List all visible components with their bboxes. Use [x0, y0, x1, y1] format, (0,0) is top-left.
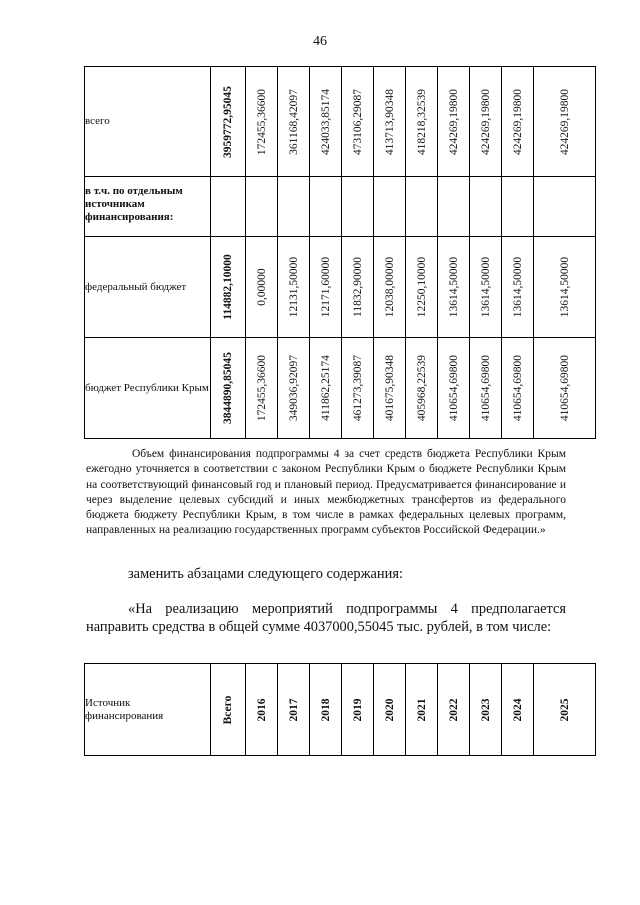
header-total: Всего — [222, 695, 234, 724]
financing-table-header — [84, 663, 596, 756]
table-cell — [502, 177, 534, 237]
table-cell: 12038,00000 — [383, 256, 396, 318]
table-cell: 424033,85174 — [319, 88, 332, 155]
total-value: 3959772,95045 — [222, 85, 234, 158]
table-cell: 411862,25174 — [319, 355, 332, 421]
table-cell: 13614,50000 — [479, 256, 492, 318]
header-year: 2018 — [319, 698, 332, 721]
financing-table-top — [84, 66, 596, 439]
new-funding-paragraph: «На реализацию мероприятий подпрограммы 4 предполагается направить средства в общей сумме 4037000,55045 тыс. рублей, в том числе: — [86, 601, 566, 635]
table-cell — [534, 177, 596, 237]
table-cell: 361168,42097 — [287, 88, 300, 155]
row-label-sources: в т.ч. по отдельным источникам финансирования: — [85, 177, 211, 237]
table-cell: 410654,69800 — [558, 354, 571, 422]
total-value: 3844890,85045 — [222, 352, 234, 424]
table-cell: 11832,90000 — [351, 257, 364, 317]
header-year: 2025 — [558, 698, 571, 721]
table-cell: 13614,50000 — [511, 256, 524, 318]
funding-note-paragraph: Объем финансирования подпрограммы 4 за счет средств бюджета Республики Крым ежегодно уточняется в соответствии с законом Республики Крым о бюджете Республики Крым на соответствующий финансовый год и плановый период. Предусматривается финансирование и через выделение целевых субсидий и иных межбюджетных трансфертов из федерального бюджета бюджету Республики Крым, в том числе в рамках федеральных целевых программ, направленных на реализацию государственных программ субъектов Российской Федерации.» — [86, 448, 566, 537]
total-value: 114882,10000 — [222, 254, 234, 320]
header-year: 2022 — [447, 698, 460, 721]
table-cell — [310, 177, 342, 237]
table-row — [85, 237, 596, 338]
header-year: 2024 — [511, 698, 524, 721]
table-cell — [278, 177, 310, 237]
table-cell: 13614,50000 — [558, 256, 571, 318]
row-label-total: всего — [85, 67, 211, 177]
header-year: 2017 — [287, 698, 300, 721]
header-year: 2019 — [351, 698, 364, 721]
table-cell: 349036,92097 — [287, 354, 300, 422]
table-cell: 424269,19800 — [511, 88, 524, 155]
table-cell: 410654,69800 — [447, 354, 460, 422]
table-cell: 401675,90348 — [383, 354, 396, 422]
table-cell: 424269,19800 — [479, 88, 492, 155]
table-cell: 13614,50000 — [447, 256, 460, 318]
row-label-federal: федеральный бюджет — [85, 237, 211, 338]
header-year: 2021 — [415, 698, 428, 721]
table-cell: 473106,29087 — [351, 88, 364, 155]
header-year: 2023 — [479, 698, 492, 721]
table-cell: 410654,69800 — [479, 354, 492, 422]
header-year: 2020 — [383, 698, 396, 721]
table-cell: 418218,32539 — [415, 88, 428, 155]
table-cell — [211, 177, 246, 237]
row-label-regional: бюджет Республики Крым — [85, 338, 211, 439]
header-source-label: Источник финансирования — [85, 664, 211, 756]
table-cell — [470, 177, 502, 237]
table-cell: 424269,19800 — [558, 88, 571, 155]
table-row — [85, 177, 596, 237]
table-cell: 413713,90348 — [383, 88, 396, 155]
table-row — [85, 67, 596, 177]
table-cell: 12171,60000 — [319, 256, 332, 318]
table-cell: 424269,19800 — [447, 88, 460, 155]
table-cell — [246, 177, 278, 237]
table-cell — [342, 177, 374, 237]
page-number: 46 — [313, 34, 327, 49]
table-cell: 172455,36600 — [255, 88, 268, 155]
table-cell: 405968,22539 — [415, 354, 428, 422]
table-cell: 461273,39087 — [351, 354, 364, 422]
replace-instruction-paragraph: заменить абзацами следующего содержания: — [128, 566, 403, 582]
table-row — [85, 338, 596, 439]
header-year: 2016 — [255, 698, 268, 721]
table-cell: 12131,50000 — [287, 256, 300, 318]
table-header-row — [85, 664, 596, 756]
table-cell: 410654,69800 — [511, 354, 524, 422]
table-cell: 0,00000 — [255, 268, 268, 306]
table-cell: 12250,10000 — [415, 256, 428, 318]
table-cell — [438, 177, 470, 237]
table-cell — [406, 177, 438, 237]
table-cell: 172455,36600 — [255, 354, 268, 422]
table-cell — [374, 177, 406, 237]
